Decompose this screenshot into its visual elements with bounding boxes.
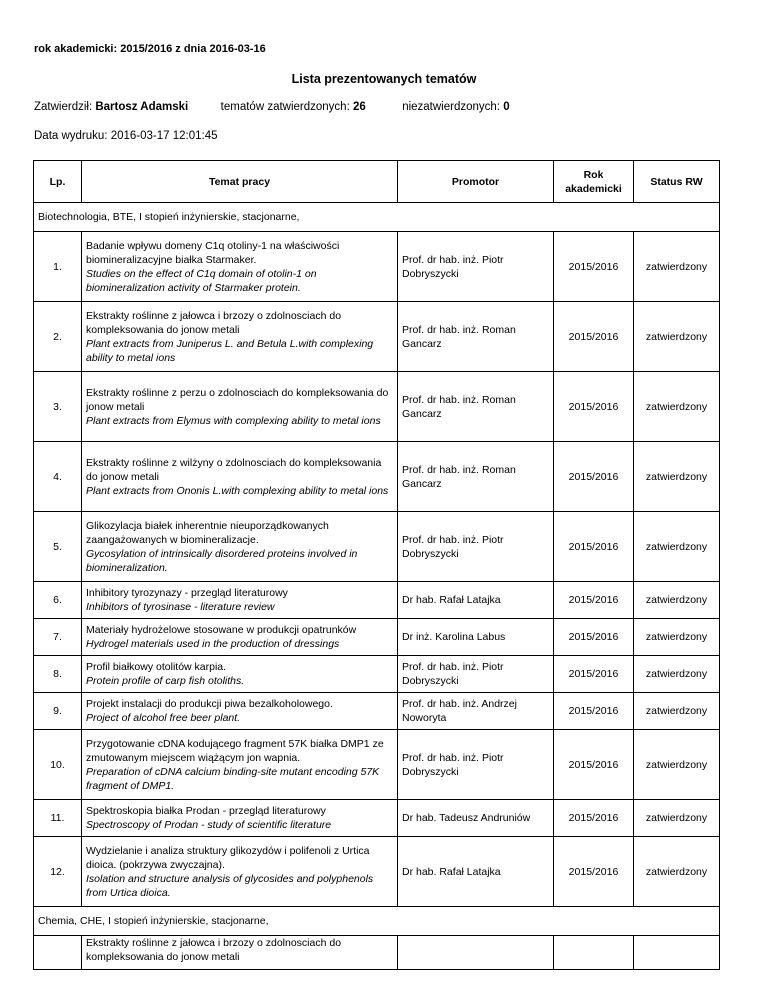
page-title: Lista prezentowanych tematów bbox=[291, 72, 477, 86]
promotor-cell: Dr inż. Karolina Labus bbox=[398, 619, 554, 656]
unapproved-count: 0 bbox=[503, 101, 510, 113]
academic-year-cell: 2015/2016 bbox=[554, 442, 634, 512]
academic-year-cell: 2015/2016 bbox=[554, 800, 634, 837]
table-row bbox=[34, 302, 720, 372]
section-label: Biotechnologia, BTE, I stopień inżynierskie, stacjonarne, bbox=[34, 203, 720, 232]
col-promotor: Promotor bbox=[398, 161, 554, 203]
status-cell: zatwierdzony bbox=[634, 582, 720, 619]
row-number: 3. bbox=[34, 372, 82, 442]
unapproved-count-label: niezatwierdzonych: bbox=[402, 101, 500, 113]
topic-polish: Materiały hydrożelowe stosowane w produkcji opatrunków bbox=[86, 624, 357, 636]
promotor-cell: Dr hab. Rafał Latajka bbox=[398, 582, 554, 619]
topic-polish: Inhibitory tyrozynazy - przegląd literaturowy bbox=[86, 587, 288, 599]
table-row bbox=[34, 730, 720, 800]
topic-polish: Glikozylacja białek inherentnie nieuporządkowanych zaangażowanych w biomineralizacje. bbox=[86, 519, 329, 546]
approved-count-label: tematów zatwierdzonych: bbox=[220, 101, 350, 113]
promotor-cell: Prof. dr hab. inż. Piotr Dobryszycki bbox=[398, 730, 554, 800]
status-cell: zatwierdzony bbox=[634, 512, 720, 582]
status-cell: zatwierdzony bbox=[634, 302, 720, 372]
academic-year-cell: 2015/2016 bbox=[554, 730, 634, 800]
academic-year-cell: 2015/2016 bbox=[554, 619, 634, 656]
col-status: Status RW bbox=[634, 161, 720, 203]
topic-polish: Wydzielanie i analiza struktury glikozydów i polifenoli z Urtica dioica. (pokrzywa zwyczajna). bbox=[86, 844, 370, 871]
status-cell: zatwierdzony bbox=[634, 656, 720, 693]
topic-english: Hydrogel materials used in the production of dressings bbox=[86, 638, 340, 650]
row-number: 5. bbox=[34, 512, 82, 582]
promotor-cell: Prof. dr hab. inż. Roman Gancarz bbox=[398, 302, 554, 372]
col-topic: Temat pracy bbox=[82, 161, 398, 203]
status-cell: zatwierdzony bbox=[634, 730, 720, 800]
section-label: Chemia, CHE, I stopień inżynierskie, stacjonarne, bbox=[34, 907, 720, 936]
row-number: 11. bbox=[34, 800, 82, 837]
topic-cell bbox=[82, 837, 398, 907]
status-cell: zatwierdzony bbox=[634, 619, 720, 656]
row-number: 7. bbox=[34, 619, 82, 656]
table-row bbox=[34, 837, 720, 907]
status-cell: zatwierdzony bbox=[634, 232, 720, 302]
row-number: 1. bbox=[34, 232, 82, 302]
promotor-cell bbox=[398, 936, 554, 970]
table-row bbox=[34, 656, 720, 693]
promotor-cell: Prof. dr hab. inż. Andrzej Noworyta bbox=[398, 693, 554, 730]
topic-cell bbox=[82, 656, 398, 693]
topic-polish: Profil białkowy otolitów karpia. bbox=[86, 661, 227, 673]
promotor-cell: Prof. dr hab. inż. Piotr Dobryszycki bbox=[398, 512, 554, 582]
topic-english: Inhibitors of tyrosinase - literature review bbox=[86, 601, 275, 613]
topic-english: Gycosylation of intrinsically disordered proteins involved in biomineralization. bbox=[86, 547, 358, 574]
col-academic-year: Rok akademicki bbox=[554, 161, 634, 203]
topic-polish: Ekstrakty roślinne z jałowca i brzozy o zdolnosciach do kompleksowania do jonow metali bbox=[86, 937, 342, 963]
promotor-cell: Dr hab. Tadeusz Andruniów bbox=[398, 800, 554, 837]
row-number: 12. bbox=[34, 837, 82, 907]
topic-cell bbox=[82, 730, 398, 800]
table-row bbox=[34, 619, 720, 656]
topic-cell bbox=[82, 693, 398, 730]
academic-year-line: rok akademicki: 2015/2016 z dnia 2016-03-16 bbox=[34, 43, 266, 55]
academic-year-cell bbox=[554, 936, 634, 970]
topic-cell bbox=[82, 619, 398, 656]
topic-english: Isolation and structure analysis of glycosides and polyphenols from Urtica dioica. bbox=[86, 872, 374, 899]
col-lp: Lp. bbox=[34, 161, 82, 203]
topic-english: Plant extracts from Ononis L.with complexing ability to metal ions bbox=[86, 484, 389, 497]
approved-by-label: Zatwierdził: bbox=[34, 101, 93, 113]
promotor-cell: Dr hab. Rafał Latajka bbox=[398, 837, 554, 907]
topic-cell bbox=[82, 442, 398, 512]
table-row bbox=[34, 372, 720, 442]
status-cell: zatwierdzony bbox=[634, 693, 720, 730]
topic-polish: Przygotowanie cDNA kodującego fragment 57K białka DMP1 ze zmutowanym miejscem wiążącym jon wapnia. bbox=[86, 737, 384, 764]
topic-cell bbox=[82, 302, 398, 372]
academic-year-cell: 2015/2016 bbox=[554, 302, 634, 372]
promotor-cell: Prof. dr hab. inż. Roman Gancarz bbox=[398, 442, 554, 512]
promotor-cell: Prof. dr hab. inż. Piotr Dobryszycki bbox=[398, 232, 554, 302]
table-row bbox=[34, 800, 720, 837]
row-number bbox=[34, 936, 82, 970]
approved-by-name: Bartosz Adamski bbox=[95, 101, 189, 113]
row-number: 4. bbox=[34, 442, 82, 512]
topic-cell bbox=[82, 800, 398, 837]
status-cell bbox=[634, 936, 720, 970]
status-cell: zatwierdzony bbox=[634, 442, 720, 512]
promotor-cell: Prof. dr hab. inż. Roman Gancarz bbox=[398, 372, 554, 442]
approval-summary bbox=[34, 101, 510, 113]
topic-cell bbox=[82, 582, 398, 619]
status-cell: zatwierdzony bbox=[634, 837, 720, 907]
table-row bbox=[34, 232, 720, 302]
topics-table bbox=[33, 160, 720, 970]
topic-english: Studies on the effect of C1q domain of otolin-1 on biomineralization activity of Starmaker protein. bbox=[86, 267, 317, 294]
print-date: Data wydruku: 2016-03-17 12:01:45 bbox=[34, 130, 218, 142]
topic-cell bbox=[82, 936, 398, 970]
topic-polish: Ekstrakty roślinne z perzu o zdolnosciach do kompleksowania do jonow metali bbox=[86, 386, 389, 413]
topic-cell bbox=[82, 372, 398, 442]
topic-polish: Badanie wpływu domeny C1q otoliny-1 na właściwości biomineralizacyjne białka Starmaker. bbox=[86, 239, 340, 266]
table-row bbox=[34, 693, 720, 730]
topic-polish: Spektroskopia białka Prodan - przegląd literaturowy bbox=[86, 805, 326, 817]
academic-year-cell: 2015/2016 bbox=[554, 837, 634, 907]
table-row bbox=[34, 442, 720, 512]
academic-year-cell: 2015/2016 bbox=[554, 512, 634, 582]
row-number: 2. bbox=[34, 302, 82, 372]
topic-polish: Ekstrakty roślinne z wilżyny o zdolnosciach do kompleksowania do jonow metali bbox=[86, 456, 382, 483]
table-row bbox=[34, 936, 720, 970]
academic-year-cell: 2015/2016 bbox=[554, 656, 634, 693]
topic-english: Plant extracts from Juniperus L. and Betula L.with complexing ability to metal ions bbox=[86, 337, 374, 364]
promotor-cell: Prof. dr hab. inż. Piotr Dobryszycki bbox=[398, 656, 554, 693]
section-row bbox=[34, 203, 720, 232]
academic-year-cell: 2015/2016 bbox=[554, 693, 634, 730]
status-cell: zatwierdzony bbox=[634, 800, 720, 837]
status-cell: zatwierdzony bbox=[634, 372, 720, 442]
topic-english: Project of alcohol free beer plant. bbox=[86, 712, 241, 724]
section-row bbox=[34, 907, 720, 936]
table-row bbox=[34, 582, 720, 619]
topic-english: Spectroscopy of Prodan - study of scientific literature bbox=[86, 819, 332, 831]
row-number: 10. bbox=[34, 730, 82, 800]
row-number: 8. bbox=[34, 656, 82, 693]
topic-polish: Projekt instalacji do produkcji piwa bezalkoholowego. bbox=[86, 698, 333, 710]
table-header-row bbox=[34, 161, 720, 203]
topic-cell bbox=[82, 232, 398, 302]
table-row bbox=[34, 512, 720, 582]
row-number: 9. bbox=[34, 693, 82, 730]
academic-year-cell: 2015/2016 bbox=[554, 232, 634, 302]
row-number: 6. bbox=[34, 582, 82, 619]
topic-polish: Ekstrakty roślinne z jałowca i brzozy o zdolnosciach do kompleksowania do jonow metali bbox=[86, 309, 342, 336]
topic-cell bbox=[82, 512, 398, 582]
topic-english: Preparation of cDNA calcium binding-site mutant encoding 57K fragment of DMP1. bbox=[86, 765, 380, 792]
topic-english: Protein profile of carp fish otoliths. bbox=[86, 675, 245, 687]
approved-count: 26 bbox=[352, 101, 366, 113]
academic-year-cell: 2015/2016 bbox=[554, 582, 634, 619]
academic-year-cell: 2015/2016 bbox=[554, 372, 634, 442]
topic-english: Plant extracts from Elymus with complexing ability to metal ions bbox=[86, 414, 381, 427]
